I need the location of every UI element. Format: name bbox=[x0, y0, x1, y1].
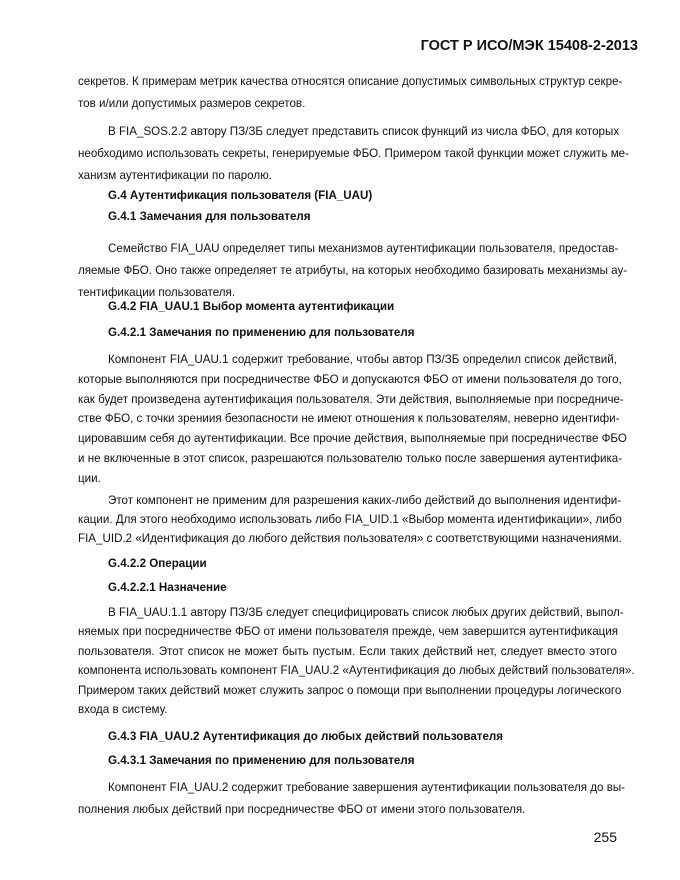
section-heading: G.4.2.2 Операции bbox=[108, 557, 207, 570]
text-line: тов и/или допустимых размеров секретов. bbox=[78, 97, 306, 110]
text-line: Примером таких действий может служить запрос о помощи при выполнении процедуры логического bbox=[78, 683, 622, 697]
text-line: тентификации пользователя. bbox=[78, 286, 236, 299]
text-line: В FIA_UAU.1.1 автору ПЗ/ЗБ следует специфицировать список любых других действий, выпол- bbox=[108, 606, 624, 619]
text-line: и не включенные в этот список, разрешаются пользователю только после завершения аутентифика- bbox=[78, 451, 623, 465]
page-number: 255 bbox=[593, 829, 617, 845]
text-line: входа в систему. bbox=[78, 702, 168, 716]
text-line: которые выполняются при посредничестве ФБО и допускаются ФБО от имени пользователя до того, bbox=[78, 372, 622, 386]
text-line: В FIA_SOS.2.2 автору ПЗ/ЗБ следует представить список функций из числа ФБО, для которых bbox=[108, 125, 620, 138]
text-line: кации. Для этого необходимо использовать либо FIA_UID.1 «Выбор момента идентификации», либо bbox=[78, 513, 622, 526]
text-line: ции. bbox=[78, 471, 101, 485]
section-heading: G.4 Аутентификация пользователя (FIA_UAU) bbox=[108, 189, 373, 202]
text-line: цировавшим себя до аутентификации. Все прочие действия, выполняемые при посредничестве ФБО bbox=[78, 432, 627, 446]
text-line: компонента использовать компонент FIA_UAU.2 «Аутентификация до любых действий пользователя». bbox=[78, 664, 635, 678]
paragraph bbox=[78, 238, 628, 304]
document-header: ГОСТ Р ИСО/МЭК 15408-2-2013 bbox=[420, 38, 638, 54]
paragraph bbox=[78, 71, 623, 115]
paragraph bbox=[78, 491, 622, 548]
paragraph bbox=[78, 603, 635, 719]
text-line: полнения любых действий при посредничестве ФБО от имени этого пользователя. bbox=[78, 803, 526, 816]
text-line: ляемые ФБО. Оно также определяет те атрибуты, на которых необходимо базировать механизмы ау- bbox=[78, 264, 628, 277]
text-line: Компонент FIA_UAU.2 содержит требование завершения аутентификации пользователя до вы- bbox=[108, 781, 626, 794]
text-line: Семейство FIA_UAU определяет типы механизмов аутентификации пользователя, предостав- bbox=[108, 242, 619, 255]
paragraph bbox=[78, 350, 627, 489]
section-heading: G.4.2 FIA_UAU.1 Выбор момента аутентификации bbox=[108, 300, 395, 313]
text-line: Этот компонент не применим для разрешения каких-либо действий до выполнения идентифи- bbox=[108, 494, 622, 507]
text-line: пользователя. Этот список не может быть пустым. Если таких действий нет, следует вместо этого bbox=[78, 644, 617, 658]
section-heading: G.4.2.2.1 Назначение bbox=[108, 581, 227, 594]
paragraph bbox=[78, 777, 626, 821]
text-line: необходимо использовать секреты, генерируемые ФБО. Примером такой функции может служить ме- bbox=[78, 147, 629, 160]
text-line: няемых при посредничестве ФБО от имени пользователя прежде, чем завершится аутентификация bbox=[78, 625, 619, 639]
section-heading: G.4.1 Замечания для пользователя bbox=[108, 210, 311, 223]
text-line: FIA_UID.2 «Идентификация до любого действия пользователя» с соответствующими назначениями. bbox=[78, 532, 622, 545]
text-line: секретов. К примерам метрик качества относятся описание допустимых символьных структур секре- bbox=[78, 75, 623, 88]
section-heading: G.4.3.1 Замечания по применению для пользователя bbox=[108, 754, 415, 767]
text-line: стве ФБО, с точки зрениия безопасности не имеют отношения к пользователям, неверно идентифи- bbox=[78, 412, 620, 426]
text-line: Компонент FIA_UAU.1 содержит требование, чтобы автор ПЗ/ЗБ определил список действий, bbox=[108, 353, 617, 366]
text-line: ханизм аутентификации по паролю. bbox=[78, 169, 273, 182]
section-heading: G.4.2.1 Замечания по применению для пользователя bbox=[108, 326, 415, 339]
paragraph bbox=[78, 121, 629, 187]
section-heading: G.4.3 FIA_UAU.2 Аутентификация до любых действий пользователя bbox=[108, 730, 504, 743]
text-line: как будет произведена аутентификация пользователя. Эти действия, выполняемые при посредниче- bbox=[78, 392, 624, 406]
